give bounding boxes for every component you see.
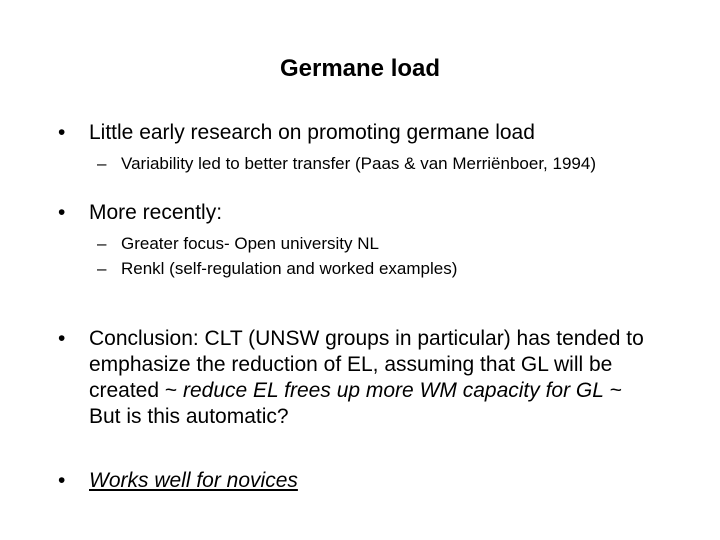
dash-marker: – — [97, 234, 107, 253]
sub-bullet-text: Variability led to better transfer (Paas & van Merriënboer, 1994) — [121, 154, 596, 173]
conclusion-text-end: ~ But is this automatic? — [89, 379, 623, 428]
novices-text: Works well for novices — [89, 469, 298, 492]
bullet-text: Little early research on promoting germane load — [89, 121, 535, 144]
bullet-marker: • — [58, 469, 66, 492]
bullet-marker: • — [58, 201, 66, 224]
bullet-text — [89, 468, 659, 494]
dash-marker: – — [97, 154, 107, 173]
sub-bullet-text: Greater focus- Open university NL — [121, 234, 379, 253]
sub-bullet-text: Renkl (self-regulation and worked examples) — [121, 259, 458, 278]
bullet-marker: • — [58, 121, 66, 144]
conclusion-text-start: Conclusion: CLT (UNSW groups in particular) has tended to emphasize the reduction of EL, assuming that GL will be created ~ — [89, 327, 644, 402]
bullet-text — [89, 326, 644, 430]
bullet-text: More recently: — [89, 201, 223, 224]
bullet-marker: • — [58, 327, 66, 350]
conclusion-text-italic: reduce EL frees up more WM capacity for GL — [182, 379, 604, 402]
slide-title: Germane load — [279, 55, 441, 82]
dash-marker: – — [97, 259, 107, 278]
